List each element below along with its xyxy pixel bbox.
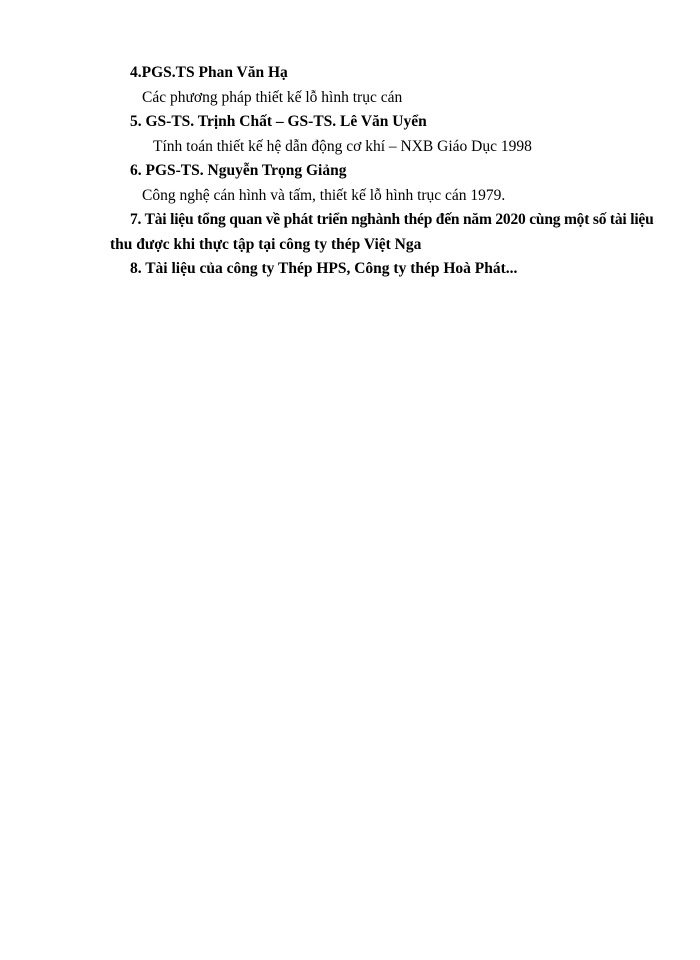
reference-7-text-line2: thu được khi thực tập tại công ty thép Việt Nga bbox=[110, 235, 422, 253]
reference-6-author: 6. PGS-TS. Nguyễn Trọng Giảng bbox=[130, 162, 347, 179]
reference-8-text: 8. Tài liệu của công ty Thép HPS, Công ty thép Hoà Phát... bbox=[130, 260, 518, 277]
reference-7-text-line1: 7. Tài liệu tổng quan về phát triển nghành thép đến năm 2020 cùng một số tài liệu bbox=[130, 211, 654, 228]
reference-4-title: Các phương pháp thiết kế lỗ hình trục cán bbox=[142, 88, 403, 106]
references-list bbox=[110, 61, 654, 282]
reference-5-authors: 5. GS-TS. Trịnh Chất – GS-TS. Lê Văn Uyển bbox=[130, 113, 427, 130]
reference-6-title: Công nghệ cán hình và tấm, thiết kế lỗ hình trục cán 1979. bbox=[142, 186, 506, 204]
reference-5-title: Tính toán thiết kế hệ dẫn động cơ khí – NXB Giáo Dục 1998 bbox=[153, 137, 532, 155]
reference-4-author: 4.PGS.TS Phan Văn Hạ bbox=[130, 64, 288, 81]
